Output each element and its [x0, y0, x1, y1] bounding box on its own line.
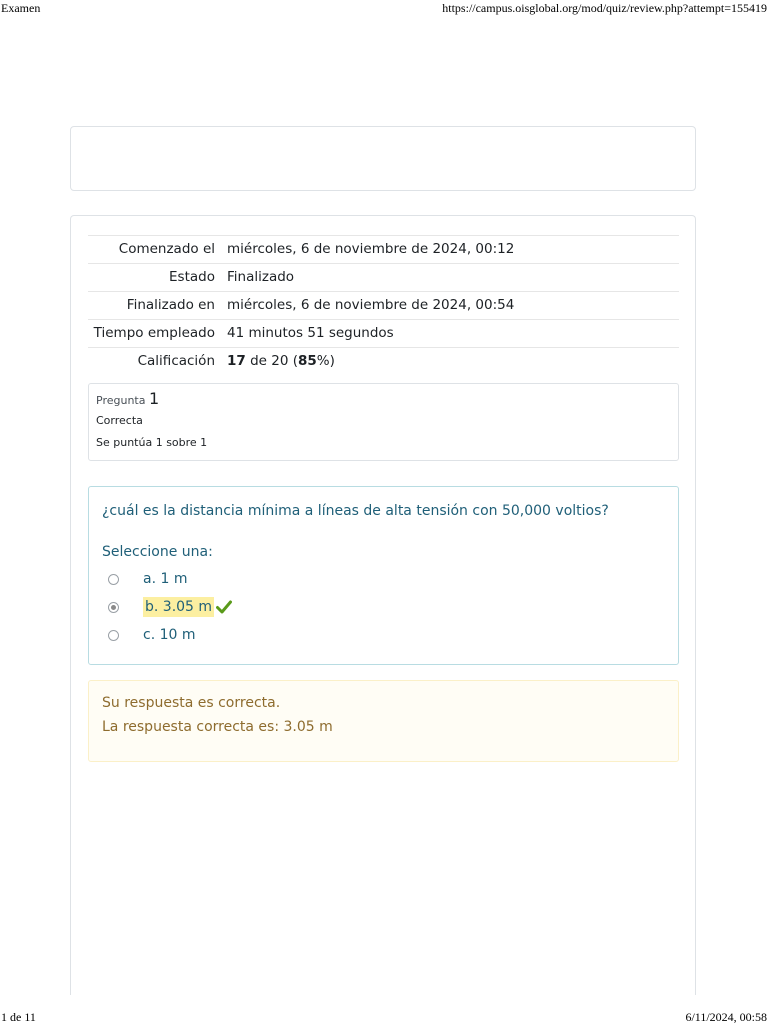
print-header — [0, 0, 768, 16]
print-footer — [0, 1010, 768, 1024]
summary-value: 41 minutos 51 segundos — [227, 325, 394, 341]
summary-grade-value — [227, 348, 679, 376]
attempt-summary — [88, 235, 679, 375]
answer-option-b[interactable] — [102, 593, 665, 621]
summary-value: miércoles, 6 de noviembre de 2024, 00:12 — [227, 241, 515, 257]
summary-label: Finalizado en — [126, 297, 215, 313]
top-empty-card — [70, 126, 696, 191]
radio-option-a[interactable] — [108, 574, 119, 585]
summary-value: Finalizado — [227, 269, 295, 285]
feedback-result: Su respuesta es correcta. — [102, 695, 281, 711]
summary-row-finished — [88, 292, 679, 320]
question-number-value: 1 — [148, 389, 160, 408]
grade-score: 17 — [227, 353, 246, 369]
check-icon — [216, 600, 232, 614]
print-header-title: Examen — [1, 1, 41, 15]
summary-label: Estado — [169, 269, 215, 285]
summary-label: Calificación — [137, 353, 215, 369]
question-feedback — [88, 680, 679, 762]
print-footer-datetime: 6/11/2024, 00:58 — [685, 1010, 767, 1024]
summary-row-started — [88, 236, 679, 264]
question-prefix: Pregunta — [96, 394, 146, 407]
question-formulation — [88, 486, 679, 665]
question-text: ¿cuál es la distancia mínima a líneas de alta tensión con 50,000 voltios? — [102, 503, 609, 519]
radio-option-c[interactable] — [108, 630, 119, 641]
print-footer-page: 1 de 11 — [1, 1010, 36, 1024]
summary-row-grade — [88, 348, 679, 376]
answer-options — [102, 565, 665, 649]
answer-prompt: Seleccione una: — [102, 544, 213, 560]
attempt-summary-table — [88, 235, 679, 375]
feedback-right-answer: La respuesta correcta es: 3.05 m — [102, 719, 333, 735]
question-number — [96, 389, 671, 408]
option-label: c. 10 m — [143, 627, 196, 643]
grade-suffix: %) — [316, 353, 335, 369]
option-label: a. 1 m — [143, 571, 188, 587]
summary-value: miércoles, 6 de noviembre de 2024, 00:54 — [227, 297, 515, 313]
answer-option-a[interactable] — [102, 565, 665, 593]
question-state: Correcta — [96, 414, 143, 427]
grade-of-text: de 20 ( — [245, 353, 298, 369]
answer-option-c[interactable] — [102, 621, 665, 649]
grade-percent: 85 — [298, 353, 317, 369]
print-header-url: https://campus.oisglobal.org/mod/quiz/review.php?attempt=155419 — [442, 1, 767, 15]
summary-row-state — [88, 264, 679, 292]
summary-label: Comenzado el — [118, 241, 215, 257]
summary-row-time-taken — [88, 320, 679, 348]
summary-label: Tiempo empleado — [93, 325, 215, 341]
option-label: b. 3.05 m — [145, 599, 213, 615]
question-mark: Se puntúa 1 sobre 1 — [96, 436, 208, 449]
radio-option-b[interactable] — [108, 602, 119, 613]
question-info — [88, 383, 679, 461]
